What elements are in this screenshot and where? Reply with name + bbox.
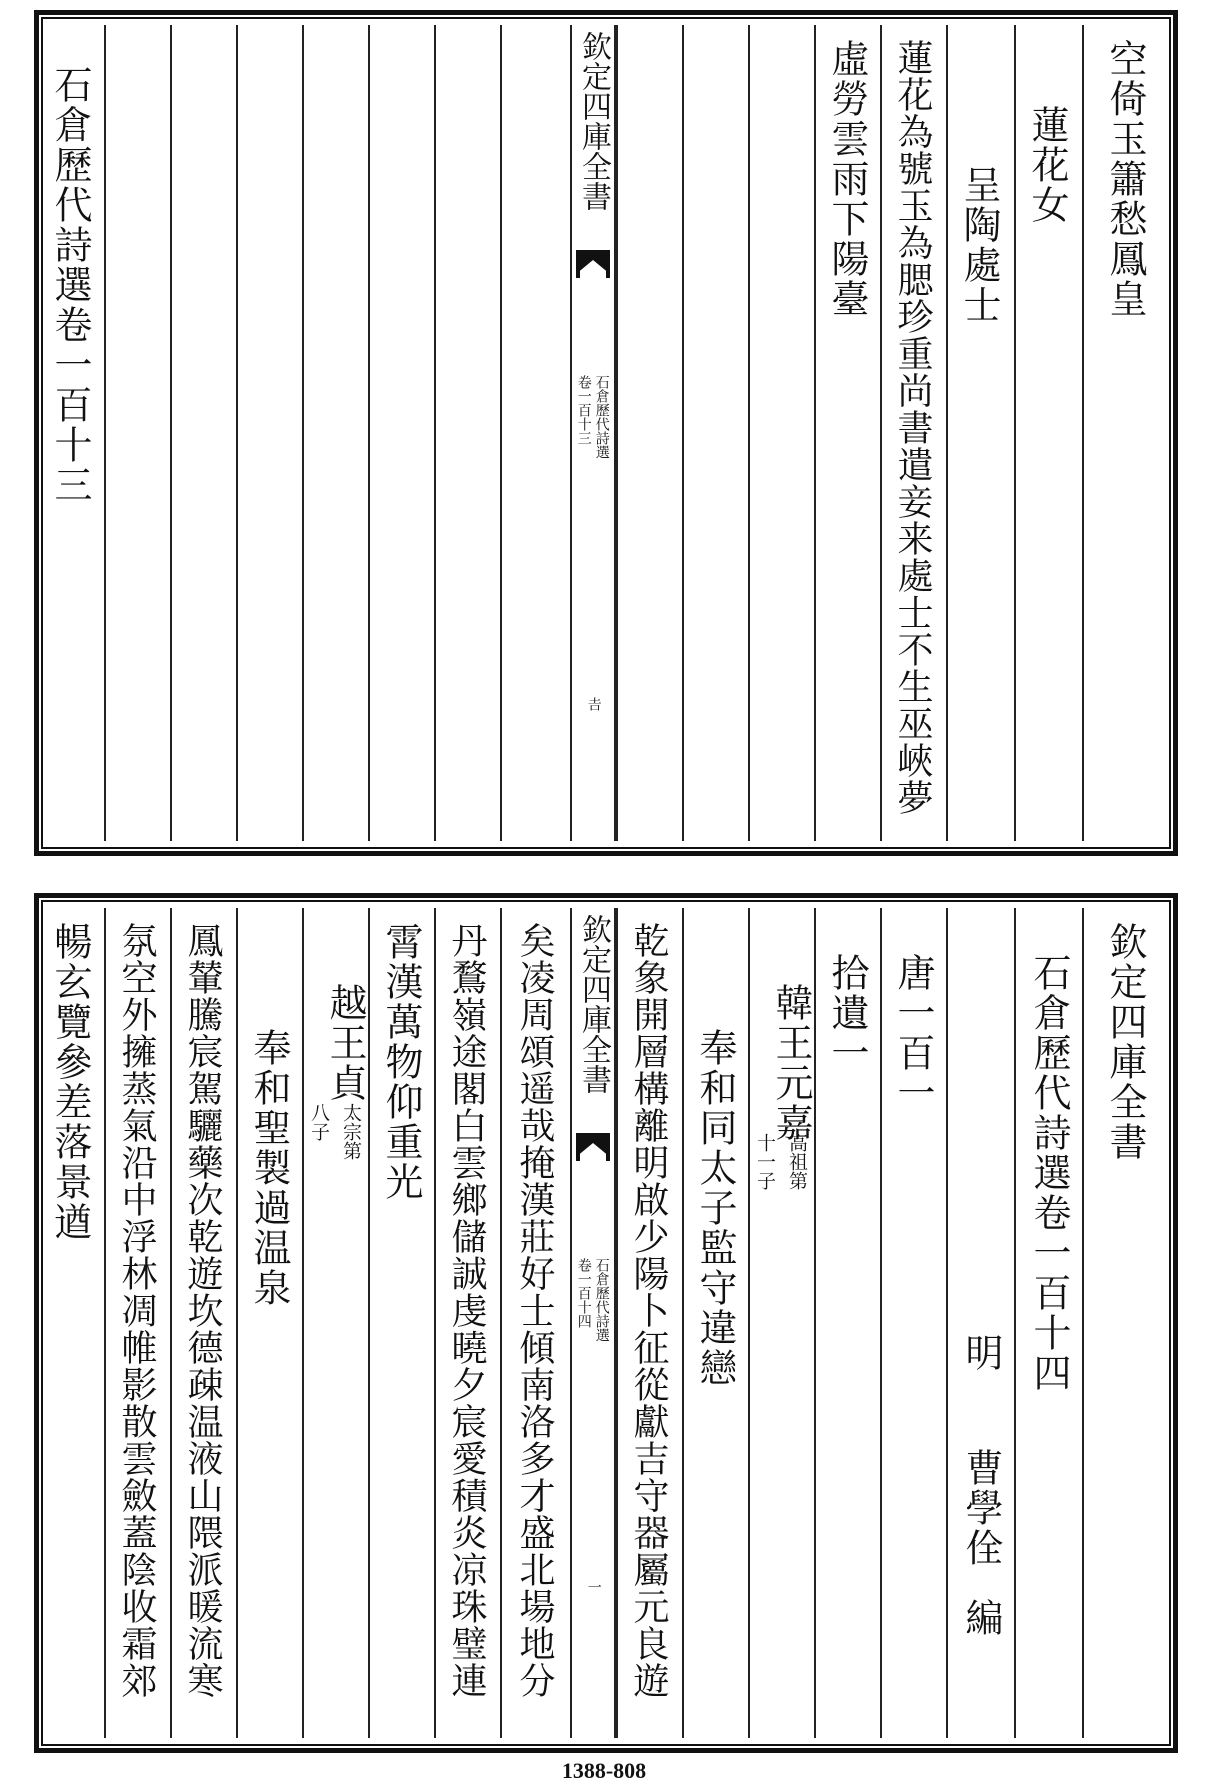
- strip-volume: 卷一百十四: [575, 1258, 592, 1328]
- blank-column: [682, 25, 748, 841]
- poem-line: 虛勞雲雨下陽臺: [825, 39, 869, 319]
- strip-book-title: 石倉歷代詩選: [593, 1258, 610, 1342]
- poet-name: 越王貞: [323, 983, 367, 1103]
- text-column: [236, 908, 302, 1738]
- page-header: 欽定四庫全書: [1103, 922, 1147, 1162]
- text-column: [946, 908, 1014, 1738]
- poem-line: 乾象開層構離明啟少陽卜征從獻吉守器屬元良遊: [628, 922, 669, 1699]
- blank-column: [104, 25, 170, 841]
- blank-column: [170, 25, 236, 841]
- blank-column: [368, 25, 434, 841]
- poem-title: 奉和同太子監守違戀: [693, 1028, 737, 1388]
- poem-line: 矣凌周頌遥哉掩漢莊好士傾南洛多才盛北場地分: [514, 922, 555, 1699]
- author-role: 編: [959, 1598, 1003, 1638]
- text-column: [302, 908, 368, 1738]
- poet-name: 韓王元嘉: [769, 983, 813, 1143]
- strip-title: 欽定四庫全書: [576, 914, 611, 1094]
- blank-column: [236, 25, 302, 841]
- poet-name: 蓮花女: [1025, 105, 1069, 225]
- author-dynasty: 明: [959, 1333, 1003, 1373]
- poem-line: 鳳輦騰宸駕驪藥次乾遊坎德疎温液山隈派暖流寒: [182, 922, 223, 1699]
- text-column: [682, 908, 748, 1738]
- strip-volume: 卷一百十三: [575, 375, 592, 445]
- top-page-frame: [34, 10, 1178, 856]
- subsection-heading: 拾遺一: [825, 953, 869, 1073]
- text-column: [880, 908, 946, 1738]
- strip-book-title: 石倉歷代詩選: [593, 375, 610, 459]
- text-column: [170, 908, 236, 1738]
- text-column: [616, 908, 682, 1738]
- poem-title: 呈陶處士: [957, 165, 1001, 325]
- text-column: [500, 908, 570, 1738]
- blank-column: [434, 25, 500, 841]
- page-number: 1388-808: [561, 1758, 647, 1783]
- blank-column: [500, 25, 570, 841]
- text-column: [39, 908, 104, 1738]
- poem-line: 空倚玉簫愁鳳皇: [1103, 39, 1147, 319]
- text-column: [880, 25, 946, 841]
- text-column: [368, 908, 434, 1738]
- text-column: [1014, 908, 1082, 1738]
- text-column: [1082, 908, 1173, 1738]
- fishtail-mark-icon: [576, 1133, 610, 1161]
- text-column: [814, 908, 880, 1738]
- poem-line: 蓮花為號玉為腮珍重尚書遣妾来處士不生巫峽夢: [892, 39, 933, 816]
- text-column: [946, 25, 1014, 841]
- text-column: [748, 908, 814, 1738]
- poem-title: 奉和聖製過温泉: [247, 1028, 291, 1308]
- poem-line: 暢玄覽參差落景遒: [48, 922, 92, 1242]
- text-column: [1082, 25, 1173, 841]
- poem-line: 氛空外擁蒸氣沿中浮林凋帷影散雲斂蓋陰收霜郊: [116, 922, 157, 1699]
- section-heading: 唐一百一: [891, 953, 935, 1113]
- poet-note: 高祖第: [785, 1133, 808, 1190]
- blank-column: [302, 25, 368, 841]
- strip-page-number: 一: [585, 1580, 602, 1594]
- book-title: 石倉歷代詩選卷一百十四: [1027, 953, 1071, 1393]
- end-line-column: [39, 25, 104, 841]
- blank-column: [748, 25, 814, 841]
- author-name: 曹學佺: [959, 1448, 1003, 1568]
- blank-column: [616, 25, 682, 841]
- bottom-page-frame: [34, 893, 1178, 1753]
- text-column: [104, 908, 170, 1738]
- end-line: 石倉歷代詩選卷一百十三: [48, 65, 92, 505]
- fishtail-mark-icon: [576, 250, 610, 278]
- center-strip: [570, 908, 616, 1738]
- center-strip: [570, 25, 616, 841]
- text-column: [1014, 25, 1082, 841]
- poem-line: 丹鶩嶺途閣白雲鄉儲誠虔曉夕宸愛積炎凉珠璧連: [446, 922, 487, 1699]
- poet-note: 太宗第: [339, 1103, 362, 1160]
- strip-page-number: 𠮷: [585, 697, 602, 711]
- poem-line: 霄漢萬物仰重光: [379, 922, 423, 1202]
- poet-note: 八子: [307, 1103, 330, 1141]
- poet-note: 十一子: [753, 1133, 776, 1190]
- strip-title: 欽定四庫全書: [576, 31, 611, 211]
- text-column: [814, 25, 880, 841]
- text-column: [434, 908, 500, 1738]
